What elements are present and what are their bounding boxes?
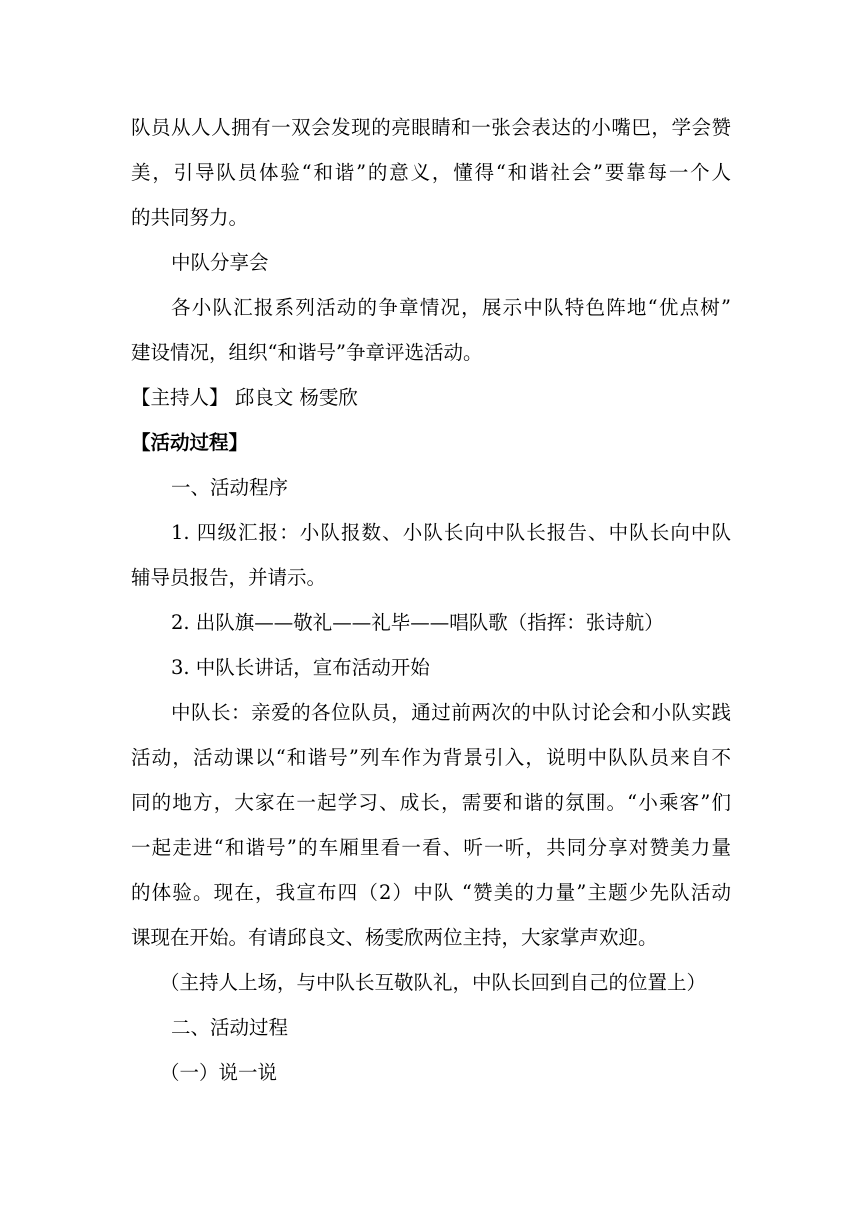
text-line: 活动，活动课以“和谐号”列车作为背景引入，说明中队队员来自不 <box>131 746 731 769</box>
text-line: 美，引导队员体验“和谐”的意义，懂得“和谐社会”要靠每一个人 <box>131 161 731 184</box>
text-line: 建设情况，组织“和谐号”争章评选活动。 <box>131 341 483 364</box>
list-item: 3. 中队长讲话，宣布活动开始 <box>171 656 430 679</box>
section-heading: 二、活动过程 <box>171 1016 289 1039</box>
text-line: 一起走进“和谐号”的车厢里看一看、听一听，共同分享对赞美力量 <box>131 836 731 859</box>
text-line: 辅导员报告，并请示。 <box>131 566 327 589</box>
text-line: 各小队汇报系列活动的争章情况，展示中队特色阵地“优点树” <box>171 296 731 319</box>
text-line: 课现在开始。有请邱良文、杨雯欣两位主持，大家掌声欢迎。 <box>131 926 658 949</box>
subsection-heading: （一）说一说 <box>160 1061 278 1084</box>
text-line: 的体验。现在，我宣布四（2）中队 “赞美的力量”主题少先队活动 <box>131 881 731 904</box>
section-heading: 中队分享会 <box>171 251 269 274</box>
list-item: 1. 四级汇报：小队报数、小队长向中队长报告、中队长向中队 <box>171 521 731 544</box>
stage-direction: （主持人上场，与中队长互敬队礼，中队长回到自己的位置上） <box>160 971 707 994</box>
section-heading: 【活动过程】 <box>131 431 249 454</box>
text-line: 队员从人人拥有一双会发现的亮眼睛和一张会表达的小嘴巴，学会赞 <box>131 116 731 139</box>
section-heading: 一、活动程序 <box>171 476 289 499</box>
list-item: 2. 出队旗——敬礼——礼毕——唱队歌（指挥：张诗航） <box>171 611 664 634</box>
text-line: 的共同努力。 <box>131 206 249 229</box>
host-line: 【主持人】 邱良文 杨雯欣 <box>131 386 358 409</box>
text-line: 同的地方，大家在一起学习、成长，需要和谐的氛围。“小乘客”们 <box>131 791 731 814</box>
text-line: 中队长：亲爱的各位队员，通过前两次的中队讨论会和小队实践 <box>171 701 731 724</box>
